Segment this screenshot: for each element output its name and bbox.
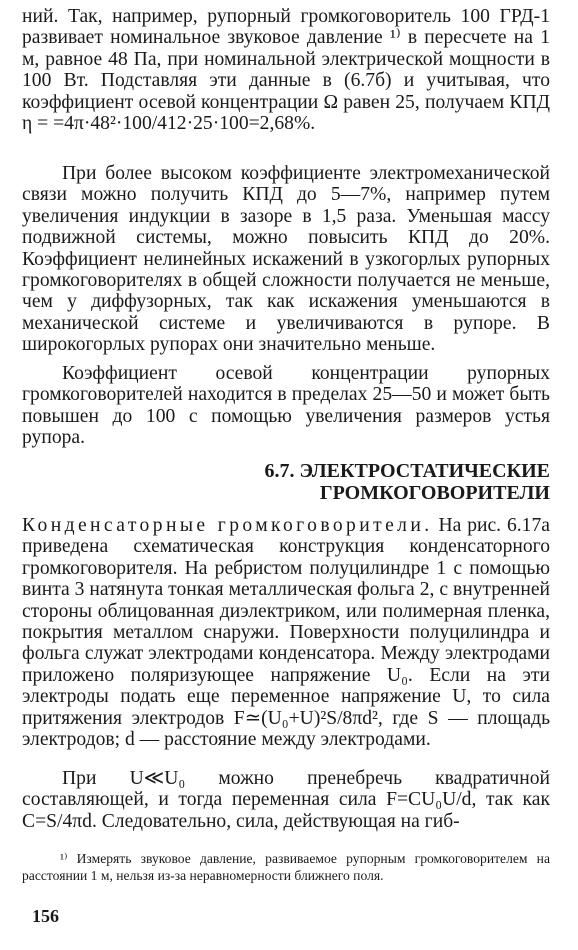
section-heading-line-1: 6.7. ЭЛЕКТРОСТАТИЧЕСКИЕ [264,460,550,482]
section-heading [220,460,550,504]
paragraph-4 [22,515,550,750]
section-heading-line-2: ГРОМКОГОВОРИТЕЛИ [319,482,550,504]
page-number: 156 [32,906,59,926]
paragraph-2: При более высоком коэффициенте электромеханической связи можно получить КПД до 5—7%, например путем увеличения индукции в зазоре в 1,5 раза. Уменьшая массу подвижной системы, можно повысить КПД до 20%. Коэффициент нелинейных искажений в узкогорлых рупорных громкоговорителях в общей сложности получается не меньше, чем у диффузорных, так как искажения уменьшаются в механической системе и увеличиваются в рупоре. В широкогорлых рупорах они значительно меньше. [22,163,550,356]
paragraph-5: При U≪U₀ можно пренебречь квадратичной составляющей, и тогда переменная сила F=CU₀U/d, так как C=S/4πd. Следовательно, сила, действующая на гиб- [22,768,550,832]
paragraph-4-body: На рис. 6.17а приведена схематическая конструкция конденсаторного громкоговорителя. На ребристом полуцилиндре 1 с помощью винта 3 натянута тонкая металлическая фольга 2, с внутренней стороны облицованная диэлектриком, или полимерная пленка, покрытия металлом снаружи. Поверхности полуцилиндра и фольга служат электродами конденсатора. Между электродами приложено поляризующее напряжение U₀. Если на эти электроды подать еще переменное напряжение U, то сила притяжения электродов F≃(U₀+U)²S/8πd², где S — площадь электродов; d — расстояние между электродами. [22,515,550,751]
paragraph-1: ний. Так, например, рупорный громкоговоритель 100 ГРД-1 развивает номинальное звуковое давление ¹⁾ в пересчете на 1 м, равное 48 Па, при номинальной электрической мощности в 100 Вт. Подставляя эти данные в (6.7б) и учитывая, что коэффициент осевой концентрации Ω равен 25, получаем КПД η = =4π·48²·100/412·25·100=2,68%. [22,6,550,135]
paragraph-3: Коэффициент осевой концентрации рупорных громкоговорителей находится в пределах 25—50 и может быть повышен до 100 с помощью увеличения размеров устья рупора. [22,363,550,449]
footnote: ¹⁾ Измерять звуковое давление, развиваемое рупорным громкоговорителем на расстоянии 1 м, нельзя из-за неравномерности ближнего поля. [22,851,550,883]
paragraph-4-lead: Конденсаторные громкоговорители. [22,515,433,536]
